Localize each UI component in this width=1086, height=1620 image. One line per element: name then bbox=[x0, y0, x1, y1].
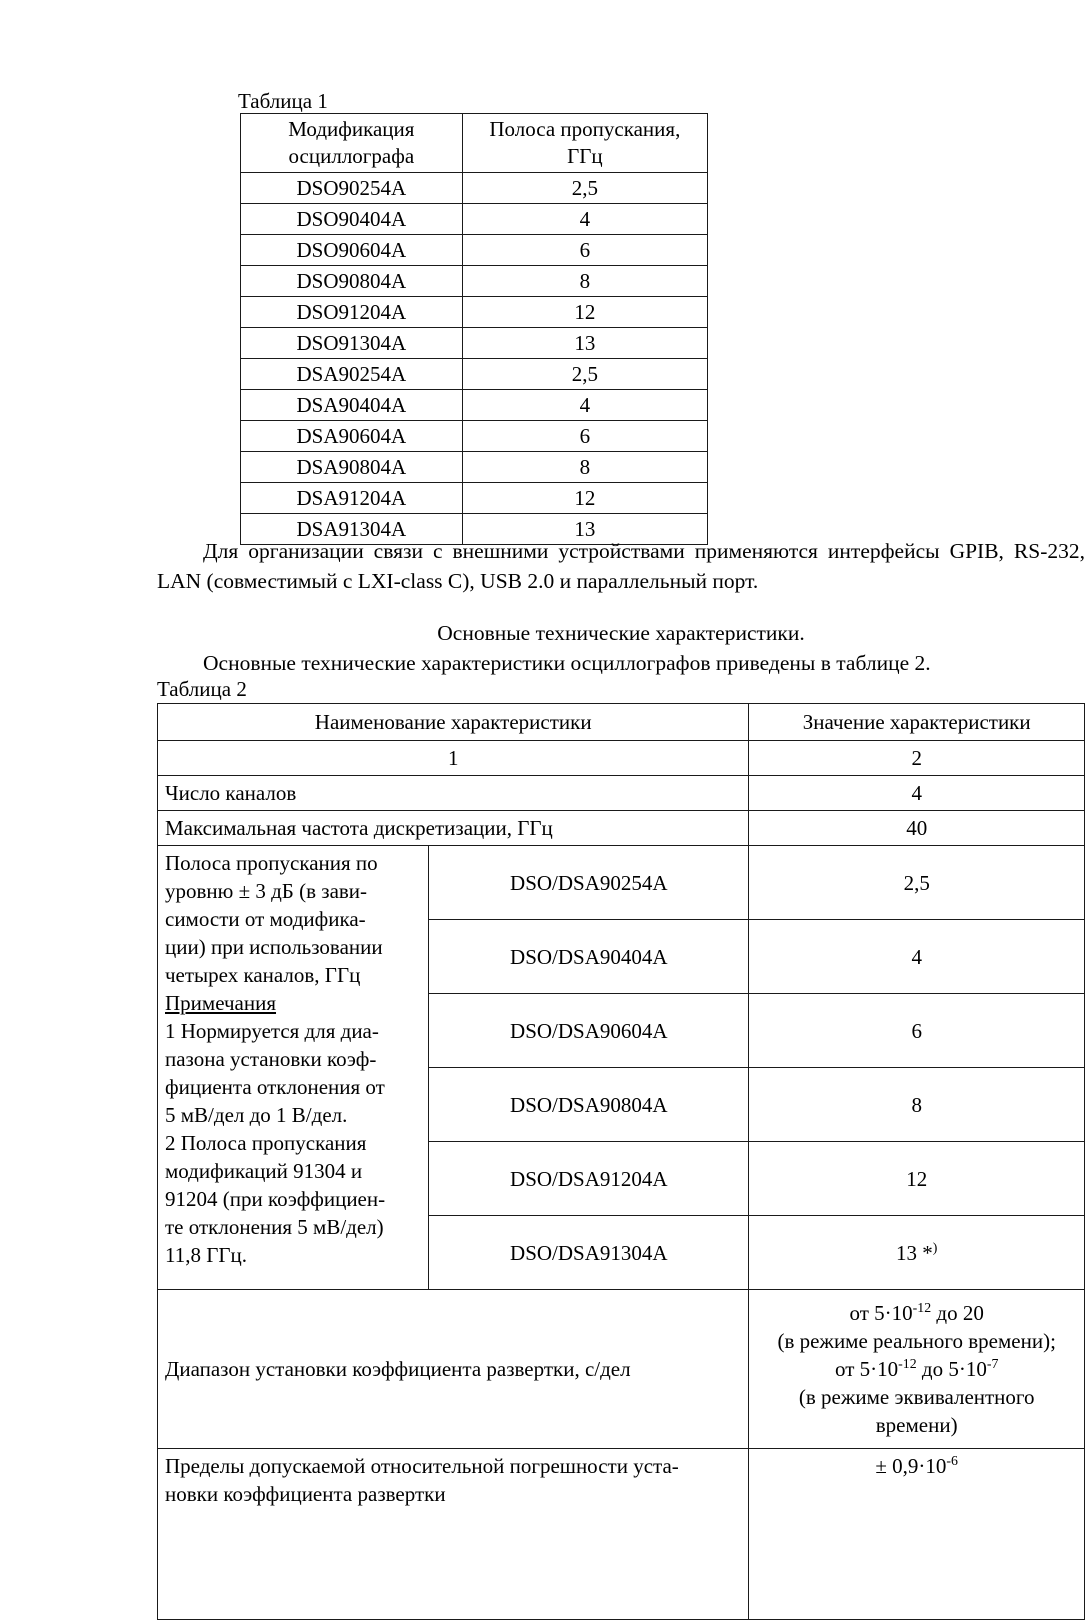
table-row bbox=[158, 1290, 1085, 1449]
sweep-range-name: Диапазон установки коэффициента развертки, с/дел bbox=[158, 1290, 749, 1449]
table2-param-value: 4 bbox=[749, 776, 1085, 811]
table1-bandwidth: 6 bbox=[462, 421, 707, 452]
table2-param-name: Число каналов bbox=[158, 776, 749, 811]
table1-header-line: ГГц bbox=[567, 144, 603, 168]
note1-line: 1 Нормируется для диа- bbox=[165, 1019, 379, 1043]
table1-bandwidth: 13 bbox=[462, 514, 707, 545]
table-row bbox=[241, 114, 708, 173]
table-2 bbox=[157, 703, 1085, 1620]
table1-bandwidth: 8 bbox=[462, 266, 707, 297]
table1-header-cell-2 bbox=[462, 114, 707, 173]
notes-heading: Примечания bbox=[165, 991, 277, 1015]
table-row bbox=[241, 421, 708, 452]
note2-line: модификаций 91304 и bbox=[165, 1159, 363, 1183]
note2-line: 2 Полоса пропускания bbox=[165, 1131, 367, 1155]
table2-caption: Таблица 2 bbox=[157, 677, 247, 701]
specs-lead-in bbox=[157, 648, 1085, 678]
table1-bandwidth: 12 bbox=[462, 297, 707, 328]
table1-model: DSO90604A bbox=[241, 235, 463, 266]
table-row bbox=[158, 846, 1085, 920]
interfaces-paragraph bbox=[157, 536, 1085, 596]
accuracy-value bbox=[749, 1449, 1085, 1620]
table1-bandwidth: 8 bbox=[462, 452, 707, 483]
sweep-value-line: от $5\cdot 10^{-12}$ до 20 bbox=[849, 1300, 984, 1325]
table1-model: DSA91204A bbox=[241, 483, 463, 514]
table-row bbox=[241, 204, 708, 235]
bandwidth-model: DSO/DSA91304A bbox=[429, 1216, 749, 1290]
bandwidth-value: 6 bbox=[749, 994, 1085, 1068]
table-row bbox=[158, 741, 1085, 776]
table-1 bbox=[240, 113, 708, 545]
interfaces-paragraph-text: Для организации связи с внешними устройствами применяются интерфейсы GPIB, RS-232, LAN (совместимый с LXI-class C), USB 2.0 и параллельный порт. bbox=[157, 539, 1085, 593]
table2-param-name: Максимальная частота дискретизации, ГГц bbox=[158, 811, 749, 846]
bandwidth-description-cell bbox=[158, 846, 429, 1290]
accuracy-value-text: ± $0,9\cdot 10^{-6}$ bbox=[875, 1453, 958, 1478]
table-row bbox=[158, 811, 1085, 846]
bandwidth-desc-line: ции) при использовании bbox=[165, 935, 383, 959]
table1-header-cell-1 bbox=[241, 114, 463, 173]
table1-model: DSO90804A bbox=[241, 266, 463, 297]
table1-model: DSA90254A bbox=[241, 359, 463, 390]
bandwidth-value: 2,5 bbox=[749, 846, 1085, 920]
note2-line: те отклонения 5 мВ/дел) bbox=[165, 1215, 384, 1239]
table2-colnum-2: 2 bbox=[749, 741, 1085, 776]
bandwidth-value: 12 bbox=[749, 1142, 1085, 1216]
table1-bandwidth: 4 bbox=[462, 390, 707, 421]
bandwidth-desc-line: четырех каналов, ГГц bbox=[165, 963, 361, 987]
bandwidth-value: 4 bbox=[749, 920, 1085, 994]
bandwidth-desc-line: Полоса пропускания по bbox=[165, 851, 378, 875]
table1-bandwidth: 12 bbox=[462, 483, 707, 514]
bandwidth-model: DSO/DSA90604A bbox=[429, 994, 749, 1068]
table1-bandwidth: 6 bbox=[462, 235, 707, 266]
table1-bandwidth: 13 bbox=[462, 328, 707, 359]
bandwidth-model: DSO/DSA91204A bbox=[429, 1142, 749, 1216]
table1-header-line: Модификация bbox=[288, 117, 415, 141]
accuracy-name bbox=[158, 1449, 749, 1620]
table2-colnum-1: 1 bbox=[158, 741, 749, 776]
table-row bbox=[158, 704, 1085, 741]
accuracy-name-line: Пределы допускаемой относительной погрешности уста- bbox=[165, 1454, 679, 1478]
specs-heading: Основные технические характеристики. bbox=[437, 621, 805, 645]
table1-model: DSO90404A bbox=[241, 204, 463, 235]
bandwidth-value bbox=[749, 1216, 1085, 1290]
table-row bbox=[241, 297, 708, 328]
bandwidth-model: DSO/DSA90404A bbox=[429, 920, 749, 994]
sweep-value-line: времени) bbox=[875, 1413, 958, 1437]
table-row bbox=[241, 390, 708, 421]
table1-header-line: Полоса пропускания, bbox=[489, 117, 681, 141]
bandwidth-value-base: 13 * bbox=[896, 1240, 933, 1265]
table1-model: DSA90604A bbox=[241, 421, 463, 452]
table-row bbox=[241, 359, 708, 390]
note2-line: 91204 (при коэффициен- bbox=[165, 1187, 386, 1211]
sweep-range-value bbox=[749, 1290, 1085, 1449]
table-row bbox=[158, 776, 1085, 811]
accuracy-name-line: новки коэффициента развертки bbox=[165, 1482, 446, 1506]
table2-header-name: Наименование характеристики bbox=[158, 704, 749, 741]
table1-model: DSA90804A bbox=[241, 452, 463, 483]
table-row bbox=[241, 483, 708, 514]
table1-header-line: осциллографа bbox=[288, 144, 415, 168]
table1-model: DSO91304A bbox=[241, 328, 463, 359]
table1-bandwidth: 2,5 bbox=[462, 359, 707, 390]
footnote-marker: ) bbox=[932, 1239, 938, 1255]
note1-line: пазона установки коэф- bbox=[165, 1047, 377, 1071]
table-row bbox=[241, 266, 708, 297]
table-row bbox=[158, 1449, 1085, 1620]
table2-header-value: Значение характеристики bbox=[749, 704, 1085, 741]
table-row bbox=[241, 328, 708, 359]
sweep-value-line: от $5\cdot 10^{-12}$ до $5\cdot 10^{-7}$ bbox=[835, 1356, 999, 1381]
table1-caption: Таблица 1 bbox=[238, 89, 328, 113]
table1-model: DSO90254A bbox=[241, 173, 463, 204]
table1-bandwidth: 2,5 bbox=[462, 173, 707, 204]
bandwidth-model: DSO/DSA90804A bbox=[429, 1068, 749, 1142]
table1-model: DSA91304A bbox=[241, 514, 463, 545]
table-row bbox=[241, 235, 708, 266]
table-row bbox=[241, 173, 708, 204]
table1-bandwidth: 4 bbox=[462, 204, 707, 235]
specs-lead-in-text: Основные технические характеристики осциллографов приведены в таблице 2. bbox=[203, 651, 931, 675]
bandwidth-value: 8 bbox=[749, 1068, 1085, 1142]
note1-line: фициента отклонения от bbox=[165, 1075, 385, 1099]
note1-line: 5 мВ/дел до 1 В/дел. bbox=[165, 1103, 348, 1127]
sweep-value-line: (в режиме эквивалентного bbox=[798, 1385, 1035, 1409]
table1-model: DSA90404A bbox=[241, 390, 463, 421]
bandwidth-desc-line: симости от модифика- bbox=[165, 907, 366, 931]
note2-line: 11,8 ГГц. bbox=[165, 1243, 247, 1267]
table1-model: DSO91204A bbox=[241, 297, 463, 328]
table-row bbox=[241, 452, 708, 483]
sweep-value-line: (в режиме реального времени); bbox=[777, 1329, 1056, 1353]
bandwidth-model: DSO/DSA90254A bbox=[429, 846, 749, 920]
bandwidth-desc-line: уровню ± 3 дБ (в зави- bbox=[165, 879, 368, 903]
table2-param-value: 40 bbox=[749, 811, 1085, 846]
